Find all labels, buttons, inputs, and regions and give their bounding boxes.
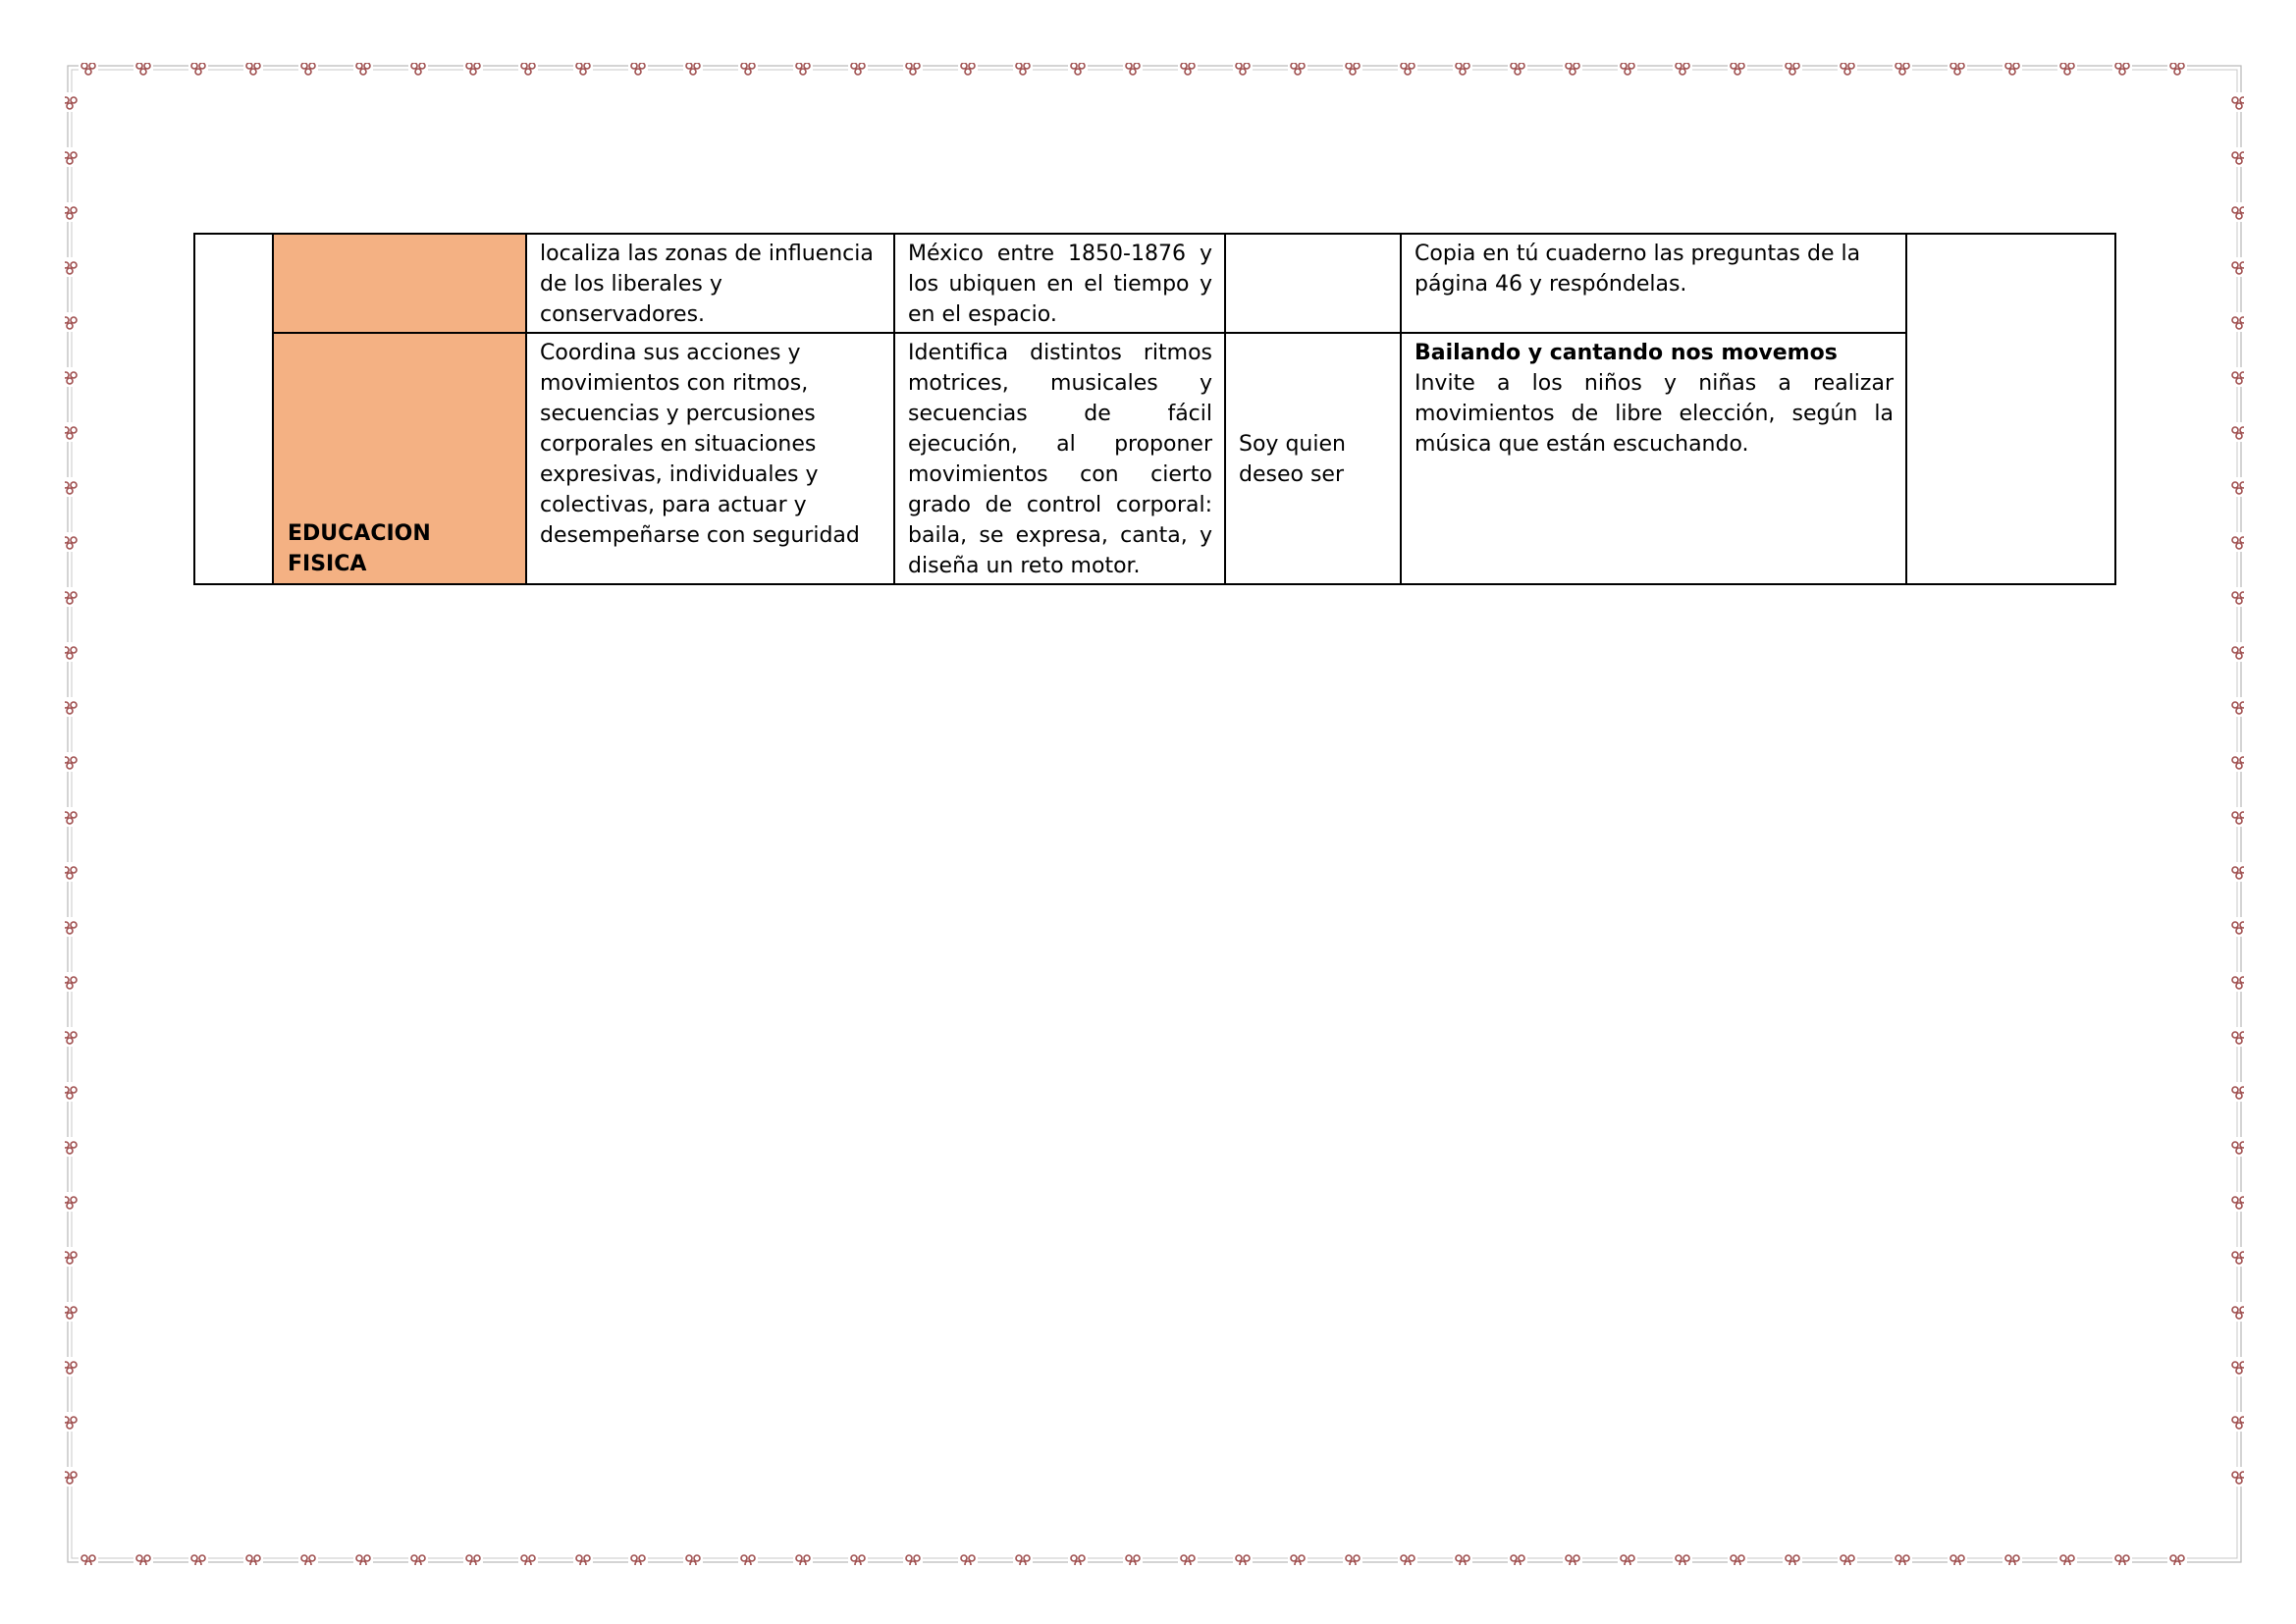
indicador-cell: Identifica distintos ritmos motrices, musicales y secuencias de fácil ejecución, al proponer movimientos con cierto grado de control corporal: baila, se expresa, canta, y diseña un reto motor. (894, 333, 1225, 584)
proyecto-cell (1225, 234, 1401, 333)
aprendizaje-cell: Coordina sus acciones y movimientos con ritmos, secuencias y percusiones corporales en situaciones expresivas, individuales y colectivas, para actuar y desempeñarse con seguridad (526, 333, 894, 584)
activity-title: Bailando y cantando nos movemos (1415, 341, 1838, 365)
lesson-plan-table (193, 233, 2116, 585)
actividad-cell: Copia en tú cuaderno las preguntas de la página 46 y respóndelas. (1401, 234, 1906, 333)
aprendizaje-cell: localiza las zonas de influencia de los liberales y conservadores. (526, 234, 894, 333)
activity-text: Invite a los niños y niñas a realizar movimientos de libre elección, según la música que están escuchando. (1415, 371, 1894, 457)
actividad-cell (1401, 333, 1906, 584)
proyecto-cell: Soy quien deseo ser (1225, 333, 1401, 584)
subject-cell (273, 234, 526, 333)
blank-cell (194, 234, 273, 584)
table-row (194, 234, 2115, 333)
subject-cell: EDUCACION FISICA (273, 333, 526, 584)
observaciones-cell (1906, 234, 2115, 584)
table-row (194, 333, 2115, 584)
indicador-cell: México entre 1850-1876 y los ubiquen en el tiempo y en el espacio. (894, 234, 1225, 333)
